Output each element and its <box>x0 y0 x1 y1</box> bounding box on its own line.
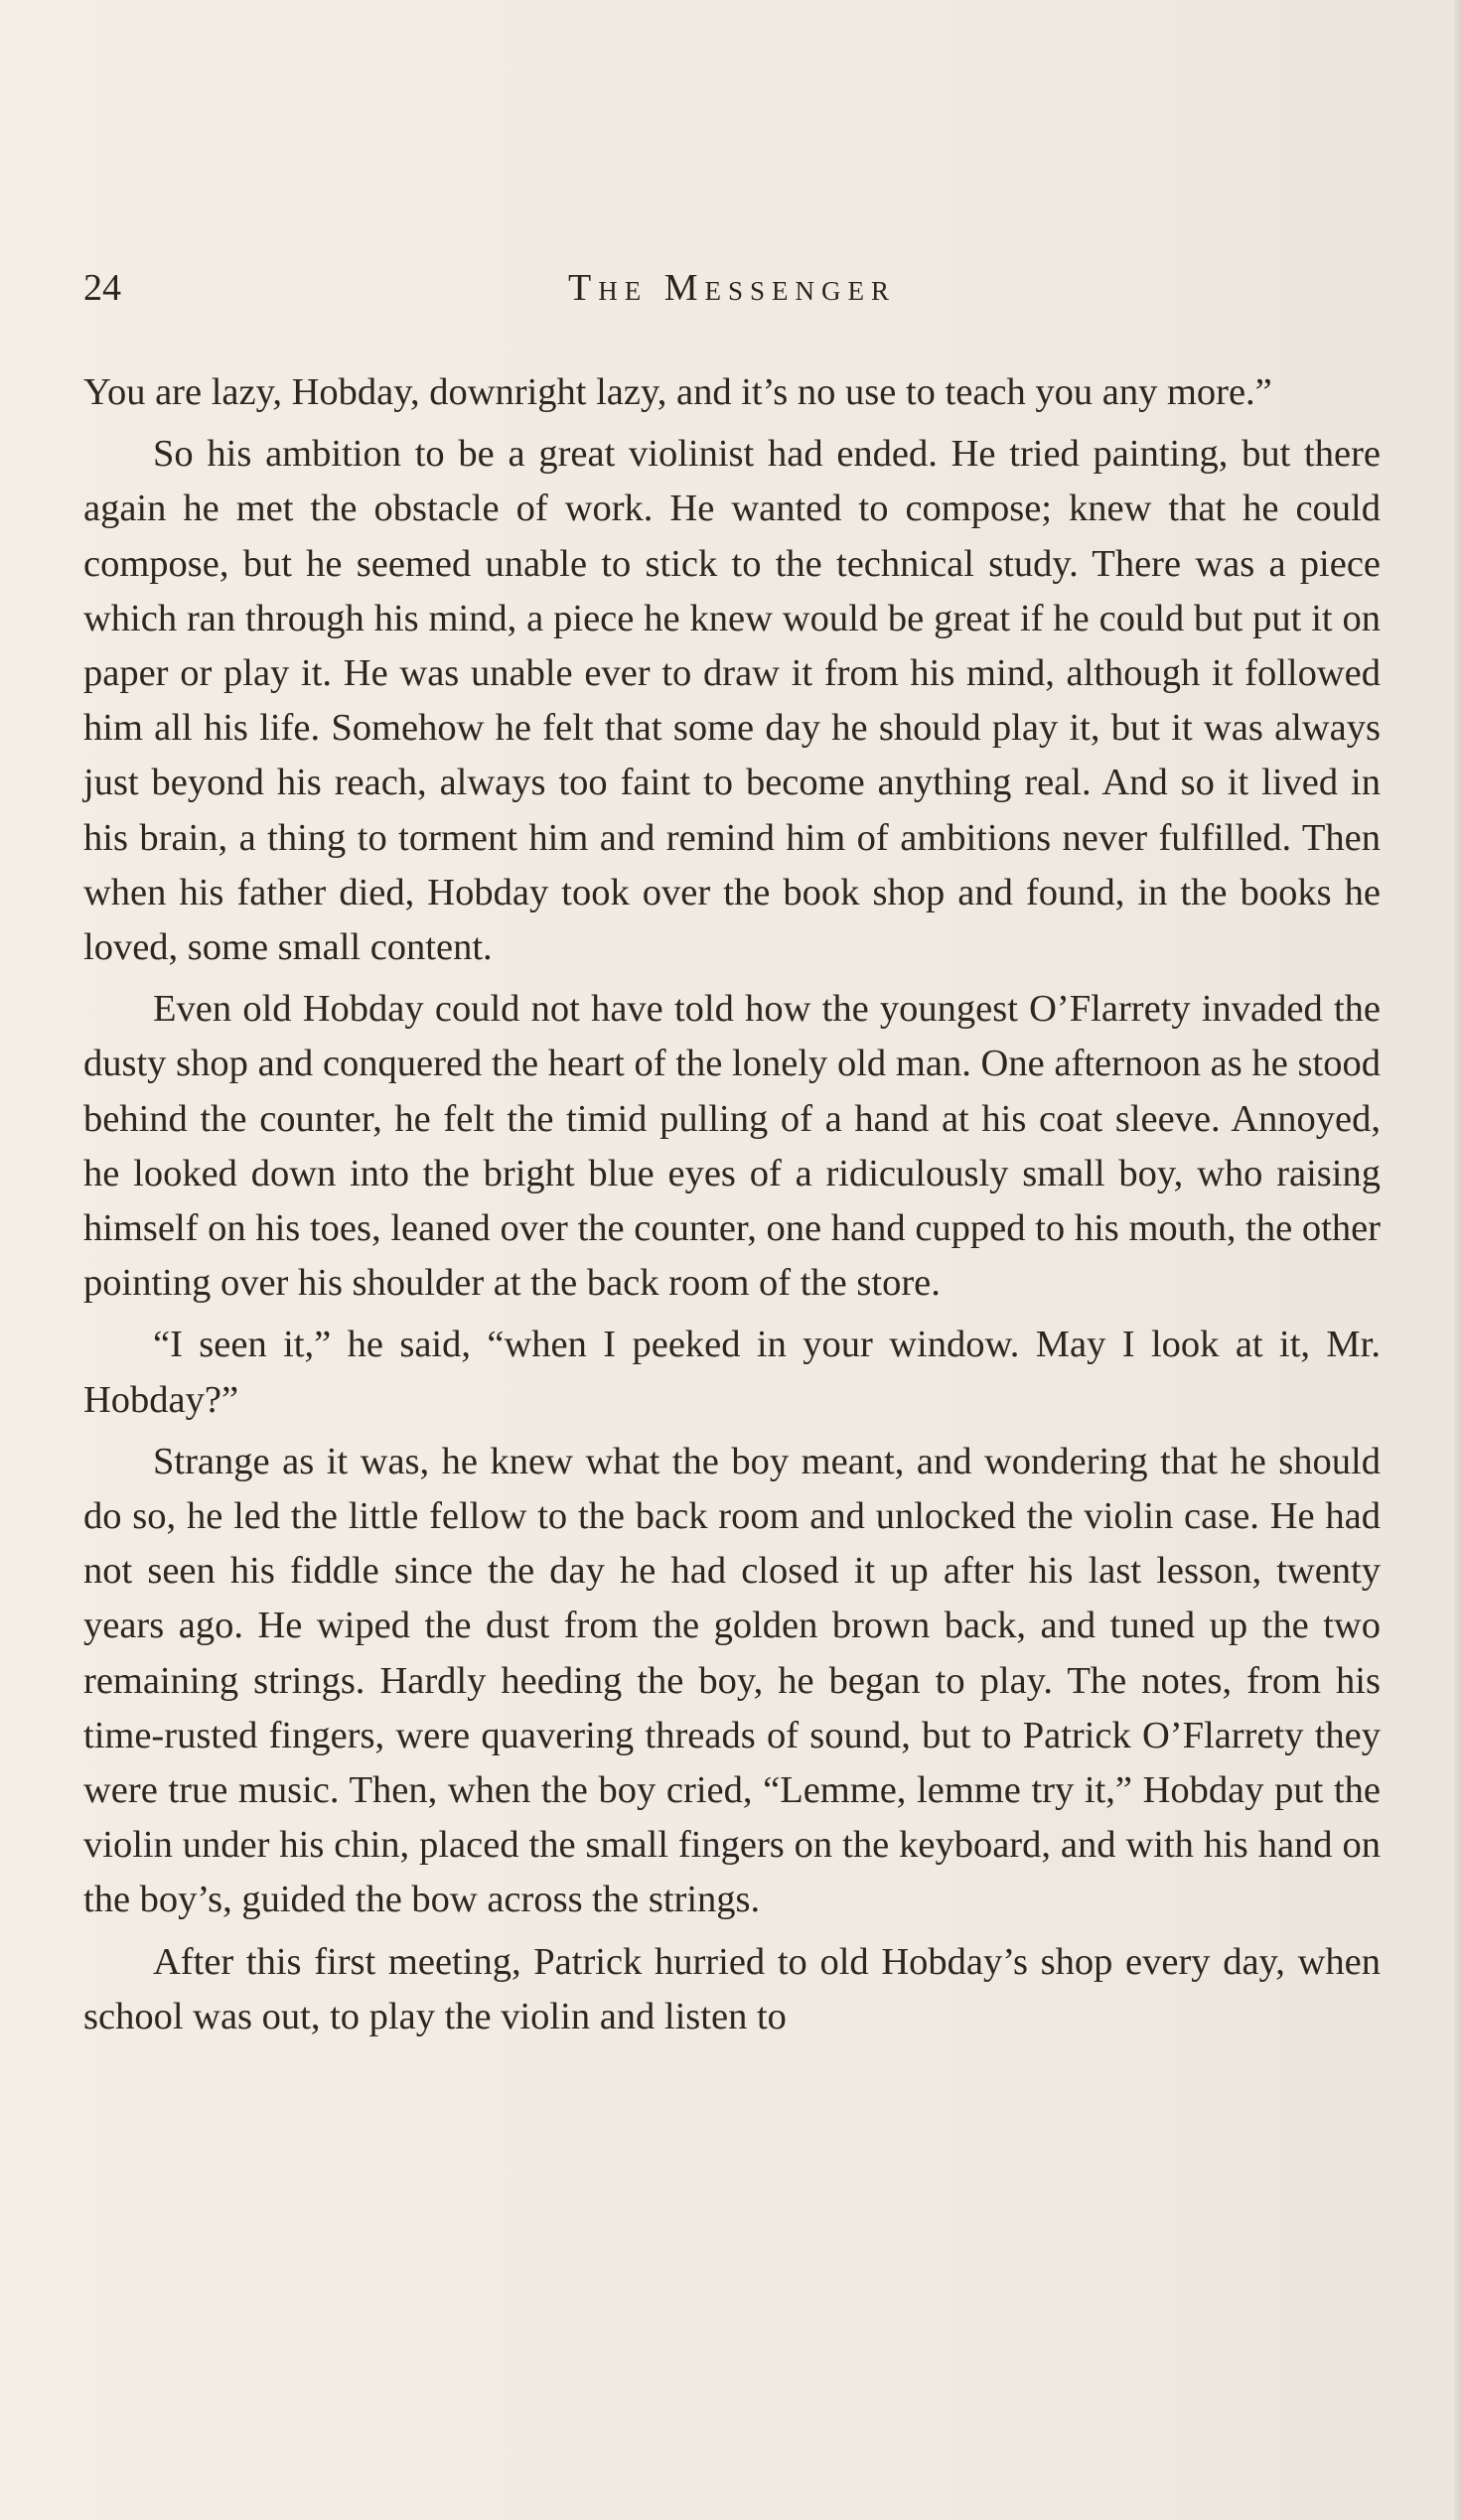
running-title: The Messenger <box>567 267 896 309</box>
paragraph: Even old Hobday could not have told how the youngest O’Flarrety invaded the dusty shop and conquered the heart of the lonely old man. One afternoon as he stood behind the counter, he felt the timid pulling of a hand at his coat sleeve. Annoyed, he looked down into the bright blue eyes of a ridiculously small boy, who raising himself on his toes, leaned over the counter, one hand cupped to his mouth, the other pointing over his shoulder at the back room of the store. <box>83 988 1381 1305</box>
paragraph: “I seen it,” he said, “when I peeked in your window. May I look at it, Mr. Hobday?” <box>83 1324 1381 1421</box>
running-header <box>83 266 1381 322</box>
paragraph: After this first meeting, Patrick hurried to old Hobday’s shop every day, when school was out, to play the violin and listen to <box>83 1940 1381 2037</box>
paragraph: Strange as it was, he knew what the boy meant, and wondering that he should do so, he led the little fellow to the back room and unlocked the violin case. He had not seen his fiddle since the day he had closed it up after his last lesson, twenty years ago. He wiped the dust from the golden brown back, and tuned up the two remaining strings. Hardly heeding the boy, he began to play. The notes, from his time-rusted fingers, were quavering threads of sound, but to Patrick O’Flarrety they were true music. Then, when the boy cried, “Lemme, lemme try it,” Hobday put the violin under his chin, placed the small fingers on the keyboard, and with his hand on the boy’s, guided the bow across the strings. <box>83 1440 1381 1921</box>
body-text <box>83 365 1381 2051</box>
page-edge <box>1454 0 1462 2520</box>
page-number: 24 <box>83 267 121 309</box>
paragraph-continued: You are lazy, Hobday, downright lazy, and it’s no use to teach you any more.” <box>83 371 1272 413</box>
paragraph: So his ambition to be a great violinist had ended. He tried painting, but there again he met the obstacle of work. He wanted to compose; knew that he could compose, but he seemed unable to stick to the technical study. There was a piece which ran through his mind, a piece he knew would be great if he could but put it on paper or play it. He was unable ever to draw it from his mind, although it followed him all his life. Somehow he felt that some day he should play it, but it was always just beyond his reach, always too faint to become anything real. And so it lived in his brain, a thing to torment him and remind him of ambitions never fulfilled. Then when his father died, Hobday took over the book shop and found, in the books he loved, some small content. <box>83 433 1381 969</box>
